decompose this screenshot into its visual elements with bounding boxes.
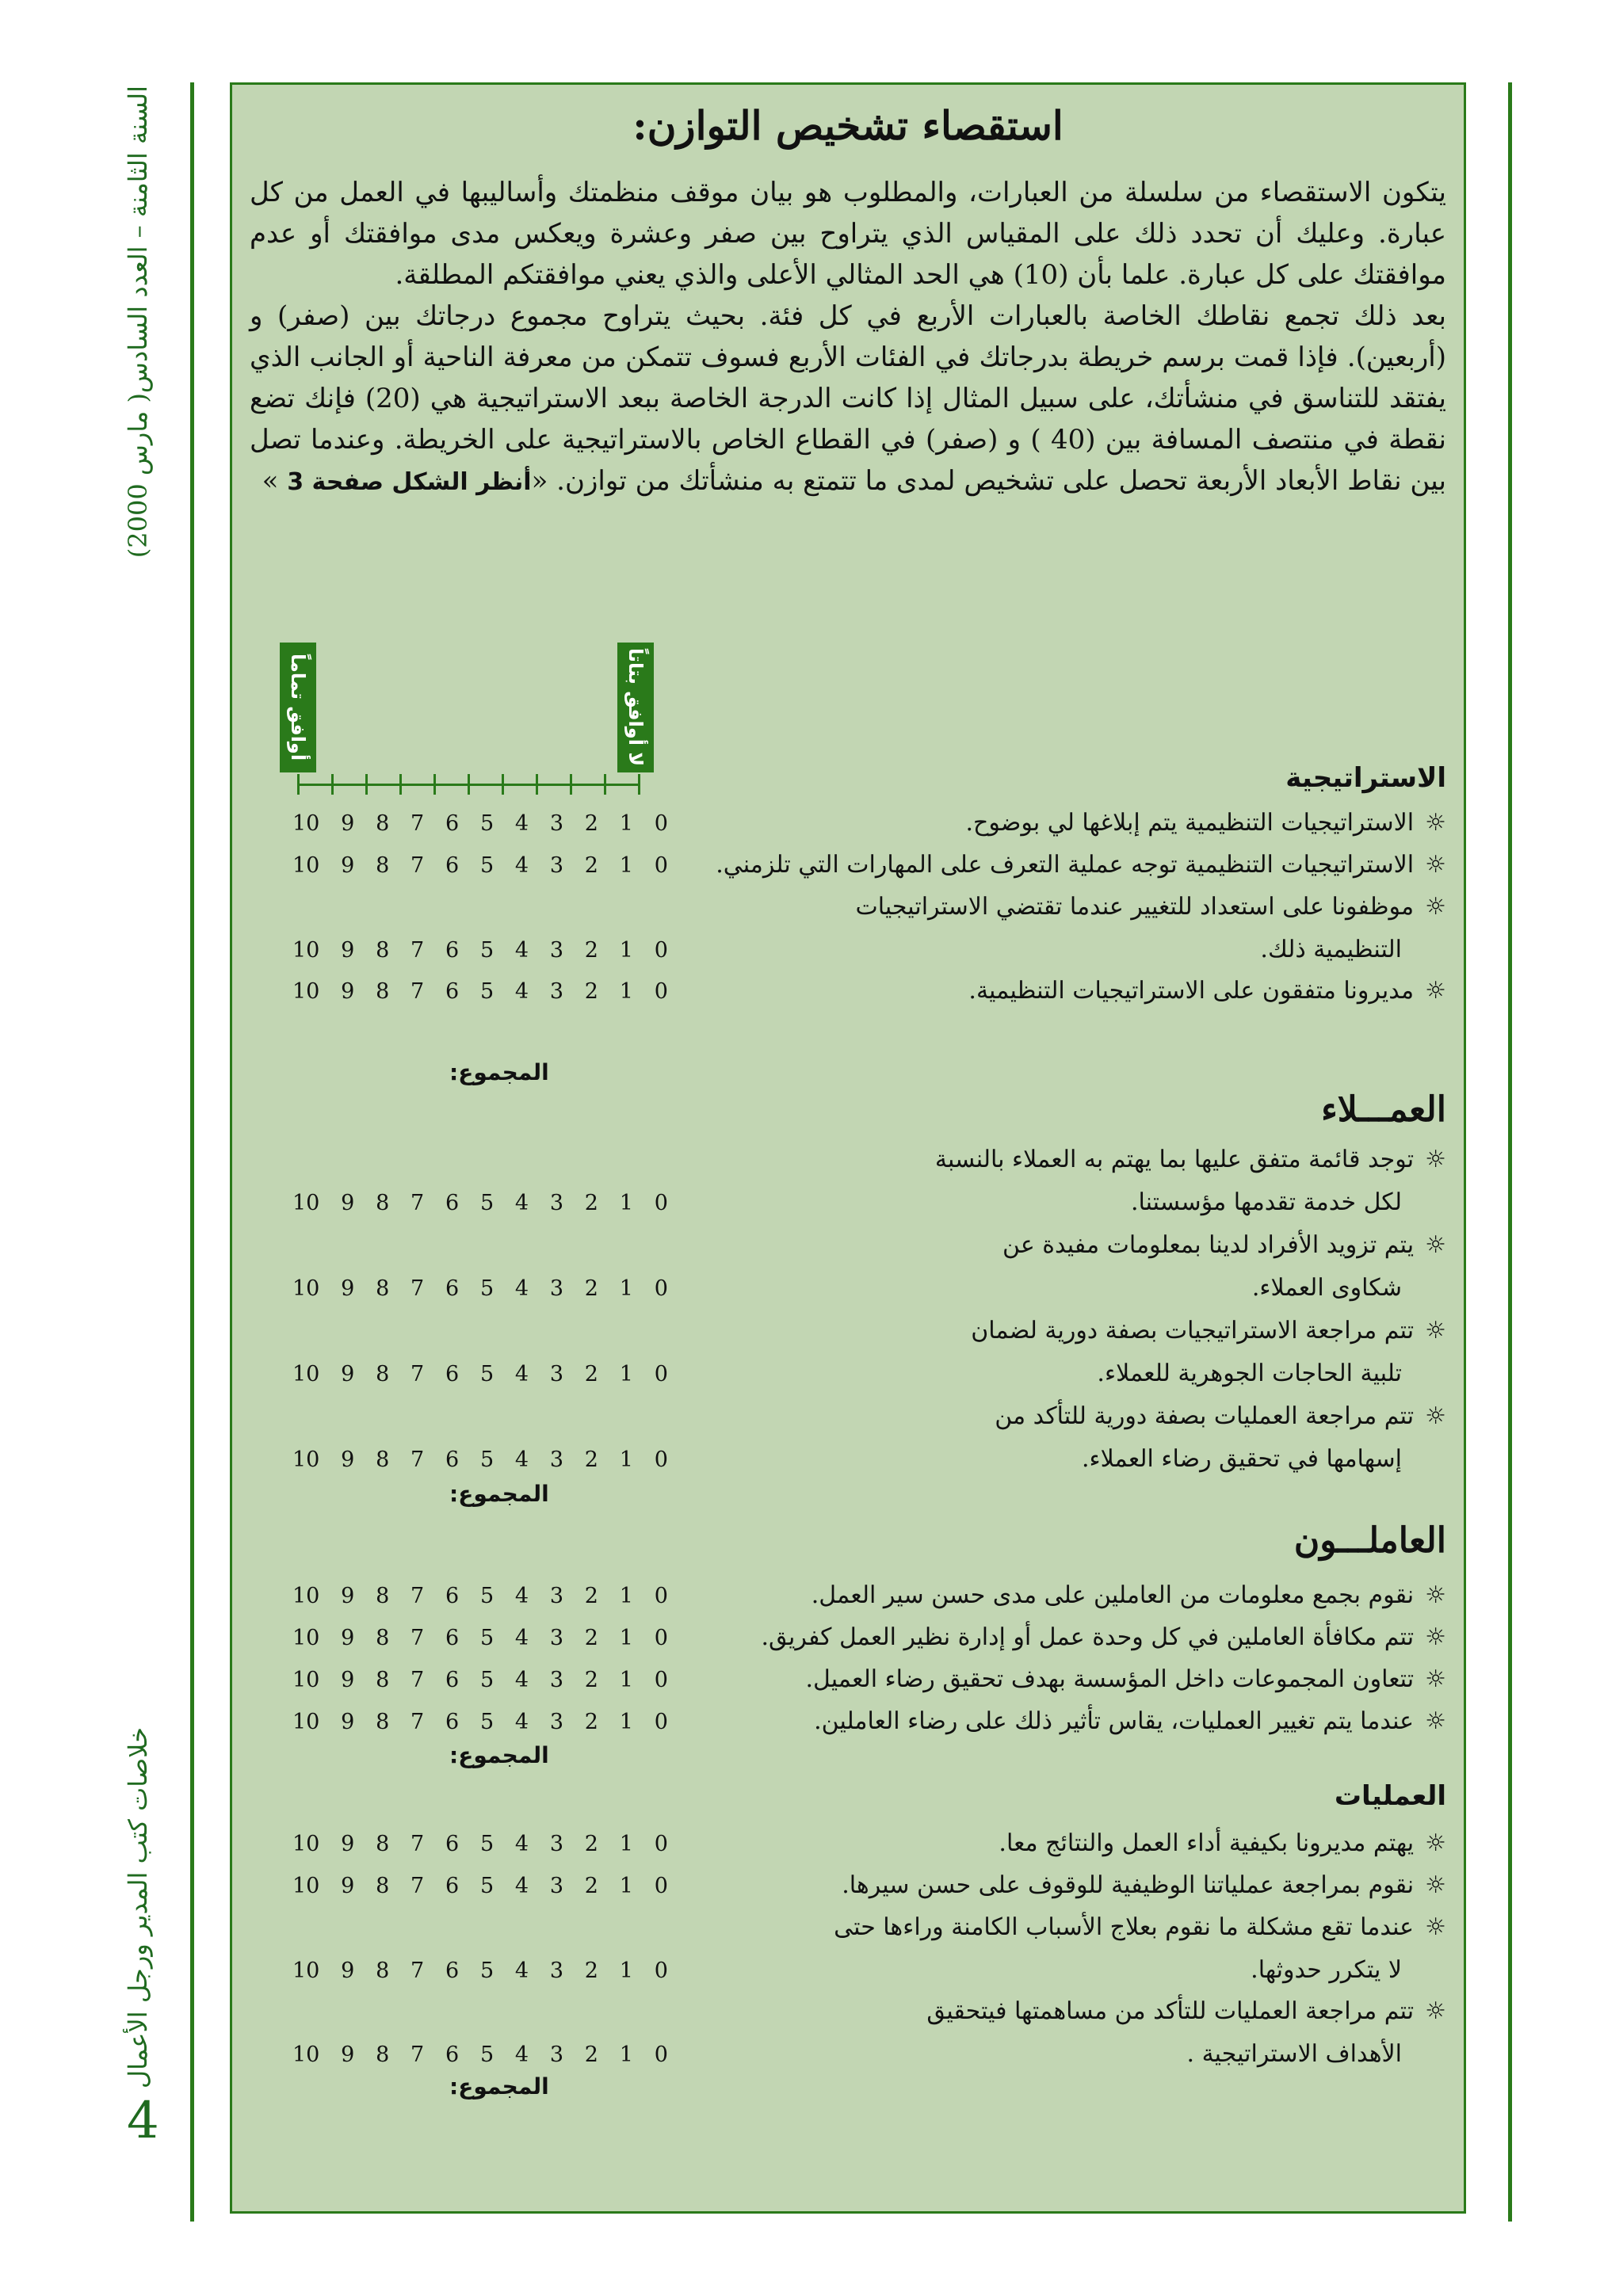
statement-text: الاستراتيجيات التنظيمية توجه عملية التعرف على المهارات التي تلزمني. [716,851,1415,879]
rating-option[interactable]: 9 [341,1710,355,1734]
rating-option[interactable]: 2 [584,1832,598,1856]
rating-option[interactable]: 3 [549,938,564,963]
statement-text: تتم مراجعة العمليات للتأكد من مساهمتها فيتحقيق [926,1997,1415,2025]
rating-option[interactable]: 9 [341,1362,355,1386]
rating-option[interactable]: 4 [514,1447,529,1472]
sun-bullet-icon: ☼ [1425,977,1446,1005]
sun-bullet-icon: ☼ [1425,1871,1446,1899]
rating-scale-row [292,2042,668,2067]
rating-option[interactable]: 5 [479,1626,495,1650]
statement-text: مديرونا متفقون على الاستراتيجيات التنظيمية. [968,977,1415,1005]
rating-option[interactable]: 1 [619,1874,633,1898]
statement-continuation: إسهامها في تحقيق رضاء العملاء. [1082,1445,1402,1473]
rating-option[interactable]: 6 [445,811,460,836]
rating-option[interactable]: 3 [549,1362,564,1386]
sun-bullet-icon: ☼ [1425,809,1446,837]
rating-option[interactable]: 8 [376,853,390,878]
rating-option[interactable]: 1 [619,1584,633,1608]
rating-option[interactable]: 8 [376,1276,390,1301]
rating-option[interactable]: 2 [584,853,598,878]
statement-text: الاستراتيجيات التنظيمية يتم إبلاغها لي بوضوح. [965,809,1415,837]
rating-option[interactable]: 8 [376,1668,390,1692]
rating-option[interactable]: 6 [445,853,460,878]
rating-option[interactable]: 1 [619,979,633,1004]
sun-bullet-icon: ☼ [1425,893,1446,921]
rating-option[interactable]: 1 [619,1832,633,1856]
rating-option[interactable]: 3 [549,1710,564,1734]
statement-item [805,1658,1446,1701]
rating-option[interactable]: 9 [341,1832,355,1856]
rating-option[interactable]: 5 [479,1710,495,1734]
rating-option[interactable]: 6 [445,979,460,1004]
rating-option[interactable]: 9 [341,979,355,1004]
page-title: استقصاء تشخيص التوازن: [632,102,1064,149]
rating-option[interactable]: 8 [376,1874,390,1898]
statement-item [814,1700,1446,1743]
statement-item [834,1906,1446,1992]
rating-option[interactable]: 8 [376,1584,390,1608]
rating-scale-row [292,811,668,836]
rating-option[interactable]: 2 [584,2042,598,2067]
scale-tick [468,774,470,795]
page-number: 4 [127,2092,159,2150]
scale-tick [536,774,538,795]
rating-option[interactable]: 2 [584,938,598,963]
rating-option[interactable]: 1 [619,1447,633,1472]
rating-option[interactable]: 4 [514,1874,529,1898]
rating-option[interactable]: 5 [479,1447,495,1472]
publication-footer: خلاصات كتب المدير ورجل الأعمال [123,1727,153,2089]
rating-option[interactable]: 7 [411,979,425,1004]
rating-option[interactable]: 3 [549,1626,564,1650]
rating-option[interactable]: 9 [341,1626,355,1650]
rating-option[interactable]: 10 [292,853,320,878]
rating-option[interactable]: 5 [479,979,495,1004]
rating-option[interactable]: 1 [619,811,633,836]
intro-text [250,172,1446,503]
rating-option[interactable]: 2 [584,1191,598,1215]
rating-option[interactable]: 5 [479,1958,495,1983]
rating-scale-row [292,1958,668,1983]
sun-bullet-icon: ☼ [1425,1402,1446,1430]
rating-option[interactable]: 2 [584,1447,598,1472]
left-margin-rule [190,82,194,2222]
rating-option[interactable]: 9 [341,2042,355,2067]
sun-bullet-icon: ☼ [1425,1581,1446,1609]
rating-option[interactable]: 0 [654,1626,668,1650]
scale-tick [297,774,300,795]
rating-option[interactable]: 6 [445,1362,460,1386]
rating-option[interactable]: 4 [514,853,529,878]
statement-text: تتم مراجعة العمليات بصفة دورية للتأكد من [995,1402,1415,1430]
rating-option[interactable]: 8 [376,1362,390,1386]
rating-option[interactable]: 9 [341,1958,355,1983]
rating-option[interactable]: 4 [514,1668,529,1692]
rating-option[interactable]: 7 [411,1447,425,1472]
rating-option[interactable]: 3 [549,1276,564,1301]
rating-option[interactable]: 6 [445,1832,460,1856]
rating-option[interactable]: 6 [445,1626,460,1650]
scale-tick [638,774,640,795]
rating-option[interactable]: 7 [411,1958,425,1983]
rating-option[interactable]: 0 [654,1447,668,1472]
statement-item [842,1864,1446,1907]
rating-option[interactable]: 5 [479,1832,495,1856]
rating-option[interactable]: 10 [292,1832,320,1856]
rating-option[interactable]: 1 [619,1958,633,1983]
rating-option[interactable]: 0 [654,1362,668,1386]
sun-bullet-icon: ☼ [1425,1231,1446,1259]
rating-option[interactable]: 1 [619,2042,633,2067]
scale-tick [604,774,606,795]
rating-option[interactable]: 8 [376,1626,390,1650]
rating-scale-row [292,1584,668,1608]
agree-fully-label: أوافق تماماً [280,643,316,772]
rating-option[interactable]: 10 [292,1958,320,1983]
rating-option[interactable]: 7 [411,1874,425,1898]
rating-option[interactable]: 1 [619,938,633,963]
section-title: العاملـــون [1293,1520,1446,1561]
statement-text: موظفونا على استعداد للتغيير عندما تقتضي الاستراتيجيات [855,893,1415,921]
rating-option[interactable]: 10 [292,1362,320,1386]
rating-option[interactable]: 4 [514,811,529,836]
rating-option[interactable]: 6 [445,1191,460,1215]
section-total-label: المجموع: [449,1481,549,1507]
statement-item [926,1990,1446,2076]
statement-item [965,802,1446,845]
rating-option[interactable]: 5 [479,811,495,836]
rating-option[interactable]: 3 [549,1958,564,1983]
rating-option[interactable]: 8 [376,811,390,836]
rating-option[interactable]: 0 [654,979,668,1004]
rating-option[interactable]: 0 [654,1584,668,1608]
rating-option[interactable]: 10 [292,1626,320,1650]
survey-panel [230,82,1466,2214]
statement-continuation: لا يتكرر حدوثها. [1251,1956,1402,1984]
rating-option[interactable]: 5 [479,1362,495,1386]
statement-item [995,1395,1446,1481]
statement-item [971,1310,1446,1395]
rating-option[interactable]: 3 [549,853,564,878]
rating-scale-row [292,853,668,878]
rating-scale-row [292,1447,668,1472]
rating-option[interactable]: 2 [584,1668,598,1692]
rating-option[interactable]: 3 [549,1832,564,1856]
rating-option[interactable]: 4 [514,938,529,963]
rating-scale-row [292,1668,668,1692]
rating-scale-row [292,1710,668,1734]
rating-scale-row [292,1276,668,1301]
statement-text: عندما يتم تغيير العمليات، يقاس تأثير ذلك على رضاء العاملين. [814,1707,1415,1735]
rating-option[interactable]: 1 [619,1191,633,1215]
rating-option[interactable]: 10 [292,979,320,1004]
section-total-label: المجموع: [449,2073,549,2100]
rating-option[interactable]: 6 [445,1668,460,1692]
rating-option[interactable]: 8 [376,1447,390,1472]
sun-bullet-icon: ☼ [1425,851,1446,879]
rating-option[interactable]: 6 [445,1447,460,1472]
rating-option[interactable]: 6 [445,1710,460,1734]
rating-option[interactable]: 4 [514,1710,529,1734]
rating-option[interactable]: 2 [584,1710,598,1734]
rating-scale-row [292,1626,668,1650]
rating-option[interactable]: 2 [584,1276,598,1301]
rating-option[interactable]: 9 [341,938,355,963]
rating-option[interactable]: 3 [549,1191,564,1215]
rating-option[interactable]: 7 [411,853,425,878]
statement-text: تتم مكافأة العاملين في كل وحدة عمل أو إدارة نظير العمل كفريق. [761,1623,1415,1651]
rating-option[interactable]: 9 [341,1191,355,1215]
rating-option[interactable]: 4 [514,1191,529,1215]
rating-option[interactable]: 0 [654,938,668,963]
rating-option[interactable]: 0 [654,1668,668,1692]
rating-option[interactable]: 10 [292,1276,320,1301]
scale-tick [365,774,368,795]
statement-item [812,1574,1446,1617]
rating-option[interactable]: 1 [619,1276,633,1301]
rating-scale-row [292,1874,668,1898]
sun-bullet-icon: ☼ [1425,1665,1446,1693]
rating-option[interactable]: 3 [549,1874,564,1898]
rating-option[interactable]: 7 [411,1276,425,1301]
rating-option[interactable]: 3 [549,1447,564,1472]
statement-text: يتم تزويد الأفراد لدينا بمعلومات مفيدة عن [1002,1231,1415,1259]
rating-option[interactable]: 7 [411,1191,425,1215]
statement-text: تتعاون المجموعات داخل المؤسسة بهدف تحقيق رضاء العميل. [805,1665,1415,1693]
rating-option[interactable]: 4 [514,1832,529,1856]
rating-option[interactable]: 6 [445,1958,460,1983]
rating-option[interactable]: 6 [445,1276,460,1301]
rating-option[interactable]: 2 [584,811,598,836]
scale-tick [570,774,572,795]
rating-scale-row [292,938,668,963]
rating-option[interactable]: 8 [376,1958,390,1983]
statement-text: توجد قائمة متفق عليها بما يهتم به العملاء بالنسبة [934,1146,1415,1173]
rating-option[interactable]: 6 [445,1584,460,1608]
rating-option[interactable]: 10 [292,1191,320,1215]
rating-option[interactable]: 3 [549,1584,564,1608]
rating-option[interactable]: 2 [584,979,598,1004]
rating-option[interactable]: 5 [479,938,495,963]
statement-item [999,1822,1446,1865]
statement-item [716,844,1446,887]
rating-option[interactable]: 1 [619,1710,633,1734]
rating-option[interactable]: 7 [411,1584,425,1608]
sun-bullet-icon: ☼ [1425,1913,1446,1941]
scale-tick [399,774,402,795]
right-margin-rule [1508,82,1512,2222]
rating-option[interactable]: 4 [514,979,529,1004]
statement-continuation: تلبية الحاجات الجوهرية للعملاء. [1097,1360,1402,1387]
rating-option[interactable]: 4 [514,1362,529,1386]
rating-option[interactable]: 0 [654,2042,668,2067]
rating-option[interactable]: 10 [292,1584,320,1608]
sun-bullet-icon: ☼ [1425,1707,1446,1735]
rating-option[interactable]: 5 [479,2042,495,2067]
issue-header: السنة الثامنة – العدد السادس( مارس 2000) [123,86,153,559]
rating-option[interactable]: 7 [411,2042,425,2067]
statement-continuation: شكاوى العملاء. [1251,1274,1402,1302]
statement-text: يهتم مديرونا بكيفية أداء العمل والنتائج معا. [999,1829,1415,1857]
rating-option[interactable]: 2 [584,1626,598,1650]
rating-option[interactable]: 7 [411,1832,425,1856]
rating-option[interactable]: 7 [411,938,425,963]
rating-option[interactable]: 4 [514,1958,529,1983]
rating-option[interactable]: 7 [411,1362,425,1386]
rating-scale-row [292,1191,668,1215]
rating-option[interactable]: 0 [654,811,668,836]
rating-option[interactable]: 3 [549,811,564,836]
rating-option[interactable]: 8 [376,979,390,1004]
disagree-fully-label: لا أوافق بتاتاً [617,643,654,772]
rating-option[interactable]: 10 [292,811,320,836]
rating-option[interactable]: 3 [549,1668,564,1692]
rating-option[interactable]: 0 [654,853,668,878]
rating-option[interactable]: 1 [619,1362,633,1386]
rating-option[interactable]: 4 [514,1584,529,1608]
rating-scale-row [292,1832,668,1856]
rating-option[interactable]: 5 [479,1668,495,1692]
rating-option[interactable]: 8 [376,938,390,963]
statement-text: عندما تقع مشكلة ما نقوم بعلاج الأسباب الكامنة وراءها حتى [834,1913,1415,1941]
rating-option[interactable]: 5 [479,853,495,878]
rating-option[interactable]: 0 [654,1276,668,1301]
rating-option[interactable]: 5 [479,1191,495,1215]
rating-option[interactable]: 3 [549,2042,564,2067]
intro-paragraph-2-text: بعد ذلك تجمع نقاطك الخاصة بالعبارات الأربع في كل فئة. بحيث يتراوح مجموع درجاتك بين (صفر) و (أربعين). فإذا قمت برسم خريطة بدرجاتك في الفئات الأربع فسوف تتمكن من معرفة الناحية أو الجانب الذي يفتقد للتناسق في منشأتك، على سبيل المثال إذا كانت الدرجة الخاصة ببعد الاستراتيجية هي (20) فإنك تضع نقطة في منتصف المسافة بين (40 ) و (صفر) في القطاع الخاص بالاستراتيجية على الخريطة. وعندما تصل بين نقاط الأبعاد الأربعة تحصل على تشخيص لمدى ما تتمتع به منشأتك من توازن. « [250,300,1447,497]
rating-option[interactable]: 0 [654,1710,668,1734]
rating-option[interactable]: 4 [514,1276,529,1301]
figure-reference: أنظر الشكل صفحة 3 [287,468,532,496]
statement-continuation: الأهداف الاستراتيجية . [1186,2040,1402,2068]
rating-option[interactable]: 10 [292,2042,320,2067]
section-total-label: المجموع: [449,1059,549,1085]
rating-option[interactable]: 9 [341,1276,355,1301]
rating-option[interactable]: 8 [376,1710,390,1734]
sun-bullet-icon: ☼ [1425,1317,1446,1344]
rating-option[interactable]: 6 [445,1874,460,1898]
rating-option[interactable]: 8 [376,1832,390,1856]
statement-text: تتم مراجعة الاستراتيجيات بصفة دورية لضمان [971,1317,1415,1344]
rating-option[interactable]: 0 [654,1191,668,1215]
rating-option[interactable]: 2 [584,1584,598,1608]
rating-scale-row [292,979,668,1004]
sun-bullet-icon: ☼ [1425,1997,1446,2025]
rating-option[interactable]: 10 [292,1447,320,1472]
rating-option[interactable]: 3 [549,979,564,1004]
rating-option[interactable]: 9 [341,1874,355,1898]
statement-continuation: التنظيمية ذلك. [1260,936,1402,963]
statement-continuation: لكل خدمة تقدمها مؤسستنا. [1130,1188,1402,1216]
rating-option[interactable]: 7 [411,1710,425,1734]
rating-option[interactable]: 1 [619,1668,633,1692]
rating-option[interactable]: 6 [445,938,460,963]
rating-option[interactable]: 8 [376,2042,390,2067]
sun-bullet-icon: ☼ [1425,1829,1446,1857]
closing-quote: » [262,465,288,497]
rating-option[interactable]: 6 [445,2042,460,2067]
rating-option[interactable]: 5 [479,1584,495,1608]
rating-option[interactable]: 9 [341,1668,355,1692]
rating-option[interactable]: 5 [479,1276,495,1301]
rating-option[interactable]: 10 [292,1710,320,1734]
scale-tick [433,774,436,795]
rating-option[interactable]: 4 [514,1626,529,1650]
rating-option[interactable]: 7 [411,811,425,836]
section-title: الاستراتيجية [1285,762,1446,794]
section-title: العمليات [1334,1780,1446,1812]
rating-option[interactable]: 0 [654,1832,668,1856]
rating-option[interactable]: 0 [654,1874,668,1898]
rating-scale-row [292,1362,668,1386]
rating-option[interactable]: 1 [619,1626,633,1650]
rating-option[interactable]: 10 [292,938,320,963]
statement-item [968,970,1446,1013]
rating-option[interactable]: 9 [341,853,355,878]
rating-option[interactable]: 0 [654,1958,668,1983]
intro-paragraph-1: يتكون الاستقصاء من سلسلة من العبارات، والمطلوب هو بيان موقف منظمتك وأساليبها في العمل من كل عبارة. وعليك أن تحدد ذلك على المقياس الذي يتراوح بين صفر وعشرة ويعكس مدى موافقتك أو عدم موافقتك على كل عبارة. علما بأن (10) هي الحد المثالي الأعلى والذي يعني موافقتكم المطلقة. [250,177,1446,291]
rating-option[interactable]: 2 [584,1874,598,1898]
rating-option[interactable]: 5 [479,1874,495,1898]
statement-text: نقوم بمراجعة عملياتنا الوظيفية للوقوف على حسن سيرها. [842,1871,1415,1899]
scale-tick [502,774,504,795]
intro-paragraph-2 [250,296,1446,503]
rating-option[interactable]: 7 [411,1626,425,1650]
sun-bullet-icon: ☼ [1425,1623,1446,1651]
rating-option[interactable]: 2 [584,1362,598,1386]
scale-tick [331,774,334,795]
statement-item [856,886,1447,971]
rating-option[interactable]: 1 [619,853,633,878]
rating-option[interactable]: 9 [341,811,355,836]
rating-option[interactable]: 9 [341,1584,355,1608]
section-total-label: المجموع: [449,1742,549,1768]
rating-option[interactable]: 2 [584,1958,598,1983]
rating-option[interactable]: 4 [514,2042,529,2067]
section-title: العمـــلاء [1321,1089,1446,1130]
statement-item [935,1138,1446,1224]
statement-item [762,1616,1447,1659]
rating-option[interactable]: 10 [292,1668,320,1692]
rating-option[interactable]: 9 [341,1447,355,1472]
sun-bullet-icon: ☼ [1425,1146,1446,1173]
statement-text: نقوم بجمع معلومات من العاملين على مدى حسن سير العمل. [811,1581,1415,1609]
rating-option[interactable]: 7 [411,1668,425,1692]
rating-option[interactable]: 8 [376,1191,390,1215]
statement-item [1002,1224,1446,1310]
rating-option[interactable]: 10 [292,1874,320,1898]
